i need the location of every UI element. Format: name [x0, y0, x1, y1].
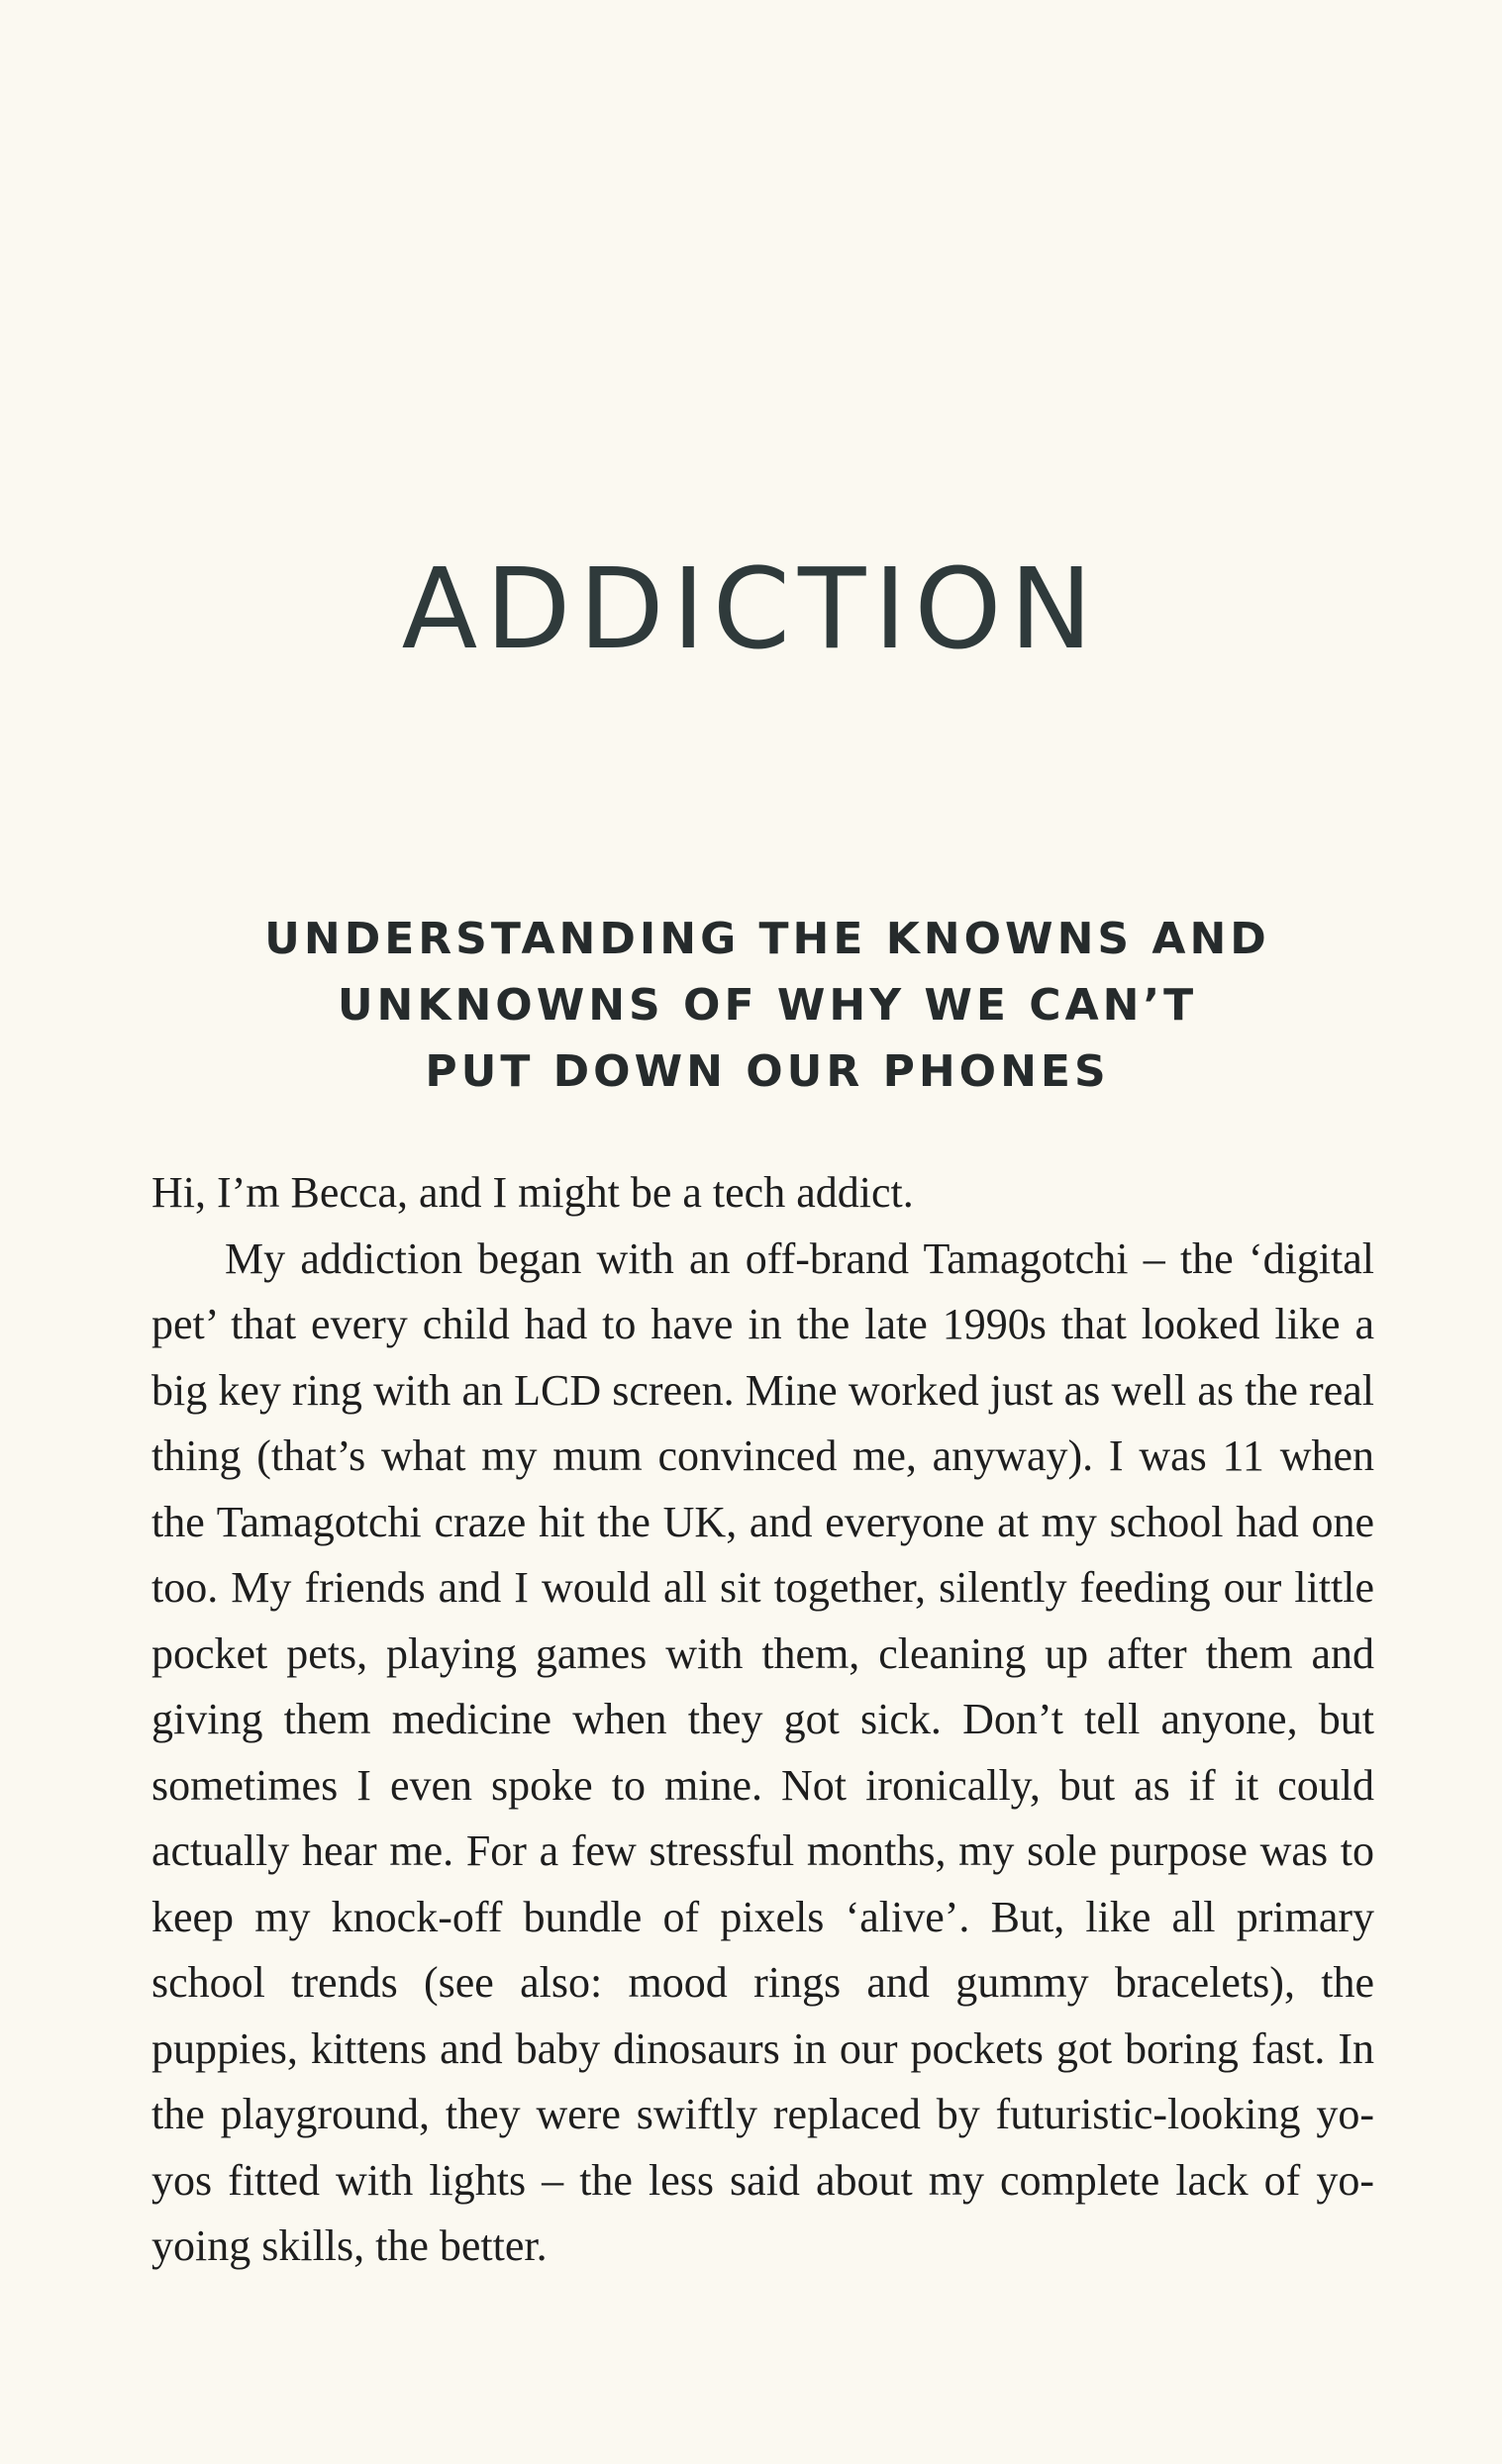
chapter-subtitle	[248, 906, 1287, 1105]
body-paragraph: My addiction began with an off-brand Tamagotchi – the ‘digital pet’ that every child had to have in the late 1990s that looked like a big key ring with an LCD screen. Mine worked just as well as the real thing (that’s what my mum convinced me, anyway). I was 11 when the Tamagotchi craze hit the UK, and everyone at my school had one too. My friends and I would all sit together, silently feeding our little pocket pets, playing games with them, cleaning up after them and giving them medicine when they got sick. Don’t tell anyone, but sometimes I even spoke to mine. Not ironically, but as if it could actually hear me. For a few stressful months, my sole purpose was to keep my knock-off bundle of pixels ‘alive’. But, like all primary school trends (see also: mood rings and gummy bracelets), the puppies, kittens and baby dinosaurs in our pockets got boring fast. In the playground, they were swiftly replaced by futuristic-looking yo-yos fitted with lights – the less said about my complete lack of yo-yoing skills, the better.	[151, 1233, 1374, 2270]
subtitle-line: PUT DOWN OUR PHONES	[425, 1046, 1110, 1097]
subtitle-line: UNDERSTANDING THE KNOWNS AND	[264, 914, 1270, 964]
body-text	[151, 1160, 1374, 2280]
subtitle-line: UNKNOWNS OF WHY WE CAN’T	[337, 980, 1198, 1031]
opening-paragraph: Hi, I’m Becca, and I might be a tech addict.	[151, 1168, 914, 1217]
chapter-title: ADDICTION	[401, 545, 1101, 674]
